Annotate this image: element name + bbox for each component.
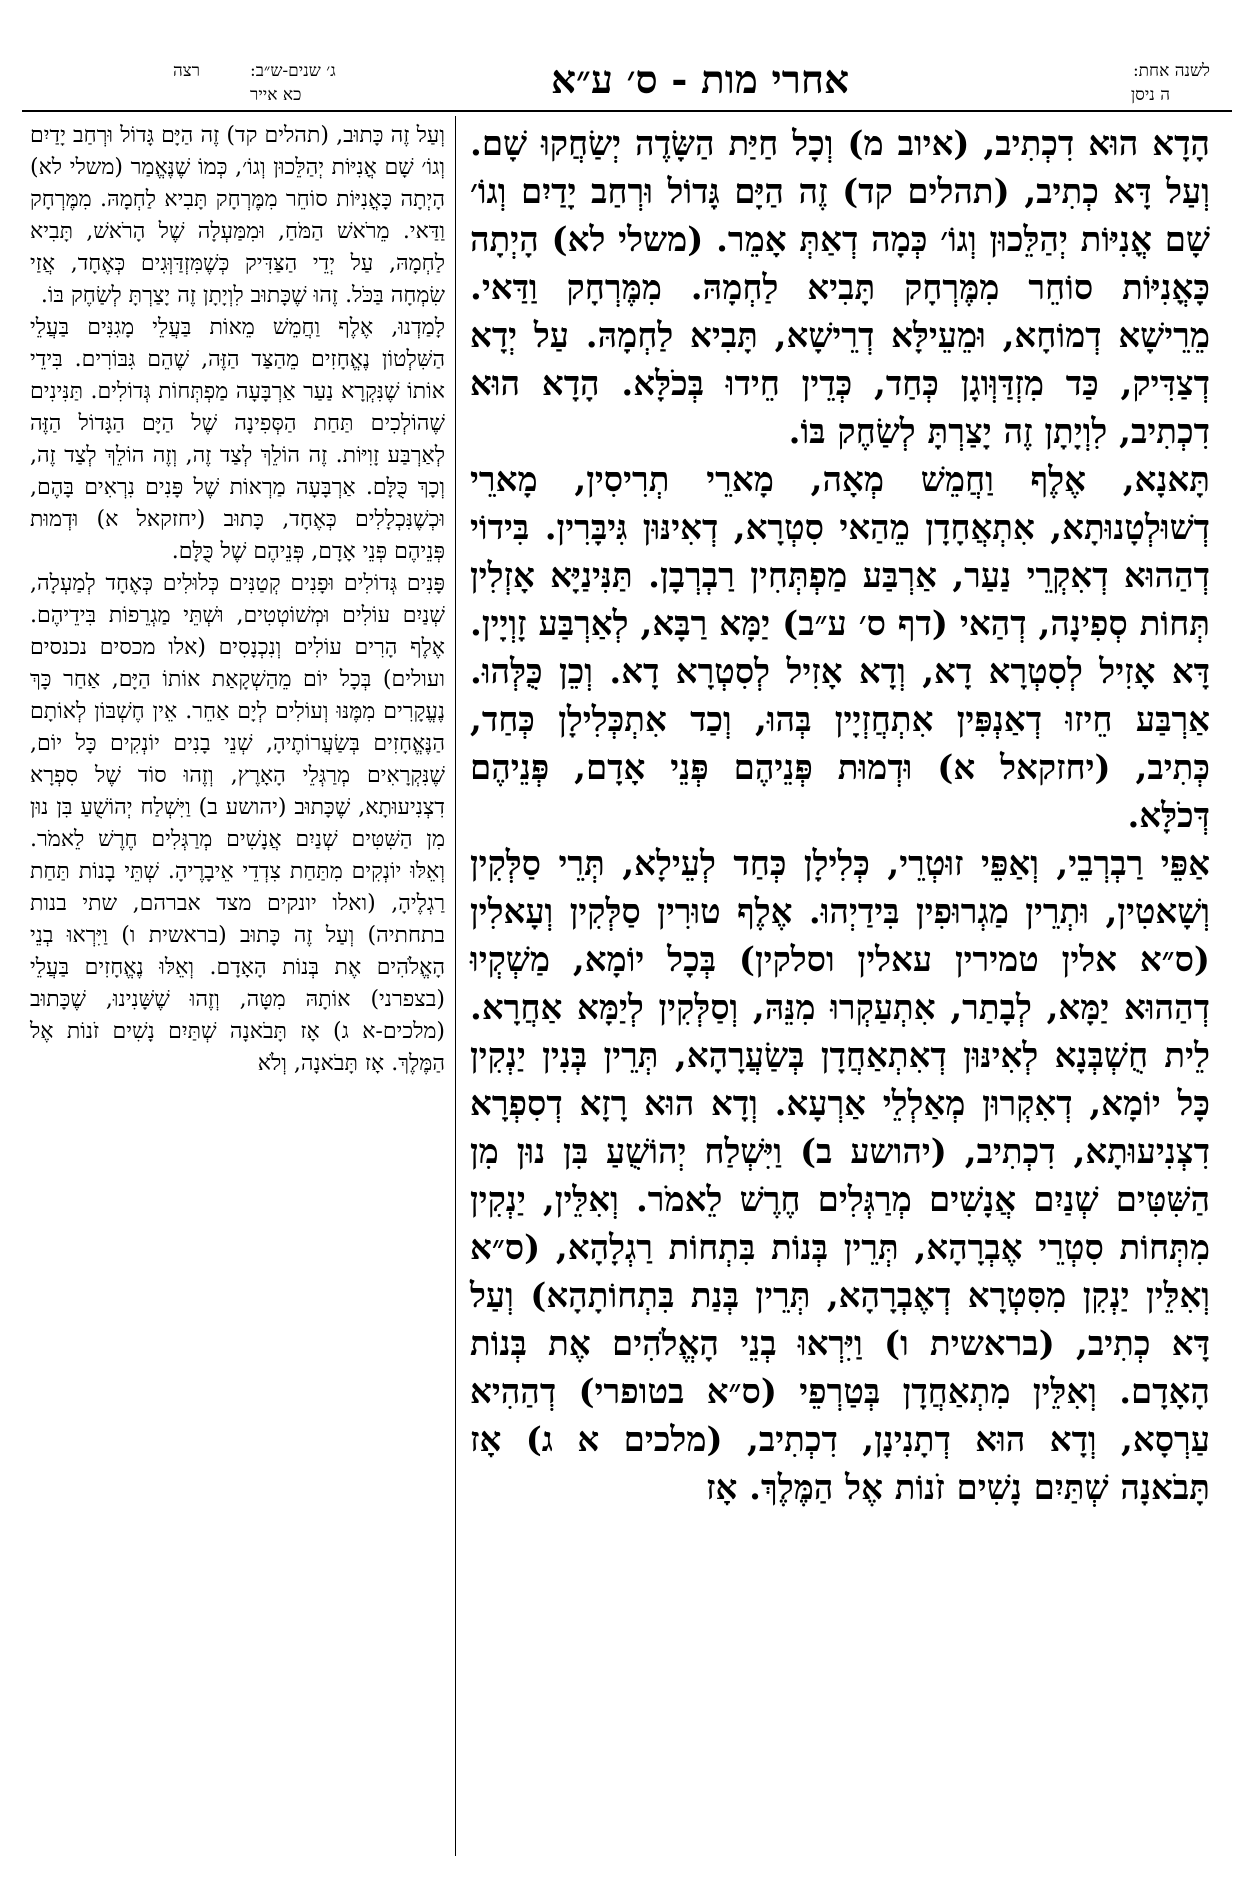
- main-paragraph-2: תָּאנָא, אֶלֶף וַחֲמֵשׁ מְאָה, מָארֵי תְרִיסִין, מָארֵי דְשׁוּלְטָנוּתָא, אִתְאֲחָדָן מֵהַאי סִטְרָא, דְאִינּוּן גִּיבָּרִין. בִּידוֹי דְהַהוּא דְאִקְרֵי נַעַר, אַרְבַּע מַפְתְּחִין רַבְרְבָן. תַּנִּינַיָּא אָזְלִין תְּחוֹת סְפִינָה, דְהַאי (דף ס׳ ע״ב) יַמָּא רַבָּא, לְאַרְבַּע זָוְיָין. דָּא אָזִיל לְסִטְרָא דָא, וְדָא אָזִיל לְסִטְרָא דָא. וְכֵן כֻּלְּהוּ. אַרְבַּע חֵיזוּ דְאַנְפִּין אִתְחֲזְיָין בְּהוּ, וְכַד אִתְכְּלִילָן כְּחַד, כְּתִיב, (יחזקאל א) וּדְמוּת פְּנֵיהֶם פְּנֵי אָדָם, פְּנֵיהֶם דְּכֹלָּא.: [470, 460, 1210, 836]
- translation-paragraph-3: פָּנִים גְּדוֹלִים וּפָנִים קְטַנִּים כְּלוּלִים כְּאֶחָד לְמַעְלָה, שְׁנַיִם עוֹלִים וּמְשׁוֹטְטִים, וּשְׁתֵּי מַגְרֵפוֹת בִּידֵיהֶם. אֶלֶף הָרִים עוֹלִים וְנִכְנָסִים (אלו מכסים נכנסים ועולים) בְּכָל יוֹם מֵהַשְׁקָאַת אוֹתוֹ הַיָּם, אַחַר כָּךְ נֶעֱקָרִים מִמֶּנּוּ וְעוֹלִים לְיָם אַחֵר. אֵין חֶשְׁבּוֹן לְאוֹתָם הַנֶּאֱחָזִים בְּשַׂעֲרוֹתֶיהָ, שְׁנֵי בָנִים יוֹנְקִים כָּל יוֹם, שֶׁנִּקְרָאִים מְרַגְּלֵי הָאָרֶץ, וְזֶהוּ סוֹד שֶׁל סִפְרָא דִצְנִיעוּתָא, שֶׁכָּתוּב (יהושע ב) וַיִּשְׁלַח יְהוֹשֻׁעַ בִּן נוּן מִן הַשִּׁטִּים שְׁנַיִם אֲנָשִׁים מְרַגְּלִים חֶרֶשׁ לֵאמֹר. וְאֵלּוּ יוֹנְקִים מִתַּחַת צִדְדֵי אֵיבָרֶיהָ. שְׁתֵּי בָנוֹת תַּחַת רַגְלֶיהָ, (ואלו יונקים מצד אברהם, שתי בנות בתחתיה) וְעַל זֶה כָּתוּב (בראשית ו) וַיִּרְאוּ בְנֵי הָאֱלֹהִים אֶת בְּנוֹת הָאָדָם. וְאֵלּוּ נֶאֱחָזִים בַּעֲלֵי (בצפרני) אוֹתָהּ מִטָּה, וְזֶהוּ שֶׁשָּׁנִינוּ, שֶׁכָּתוּב (מלכים-א ג) אָז תָּבֹאנָה שְׁתַּיִם נָשִׁים זֹנוֹת אֶל הַמֶּלֶךְ. אָז תָּבֹאנָה, וְלֹא: [30, 571, 445, 1076]
- header-schedule-right: [990, 59, 1210, 107]
- page-title: אחרי מות - ס׳ ע״א: [550, 57, 849, 103]
- translation-paragraph-2: לָמַדְנוּ, אֶלֶף וַחֲמֵשׁ מֵאוֹת בַּעֲלֵי מָגִנִּים בַּעֲלֵי הַשִּׁלְטוֹן נֶאֱחָזִים מֵהַצַּד הַזֶּה, שֶׁהֵם גִּבּוֹרִים. בִּידֵי אוֹתוֹ שֶׁנִּקְרָא נַעַר אַרְבָּעָה מַפְתְּחוֹת גְּדוֹלִים. תַּנִּינִים שֶׁהוֹלְכִים תַּחַת הַסְּפִינָה שֶׁל הַיָּם הַגָּדוֹל הַזֶּה לְאַרְבַּע זָוִיּוֹת. זֶה הוֹלֵךְ לְצַד זֶה, וְזֶה הוֹלֵךְ לְצַד זֶה, וְכָךְ כֻּלָּם. אַרְבָּעָה מַרְאוֹת שֶׁל פָּנִים נִרְאִים בָּהֶם, וּכְשֶׁנִּכְלָלִים כְּאֶחָד, כָּתוּב (יחזקאל א) וּדְמוּת פְּנֵיהֶם פְּנֵי אָדָם, פְּנֵיהֶם שֶׁל כֻּלָּם.: [30, 315, 445, 564]
- main-paragraph-1: הָדָא הוּא דִכְתִיב, (איוב מ) וְכָל חַיַּת הַשָּׂדֶה יְשַׂחֲקוּ שָׁם. וְעַל דָּא כְתִיב, (תהלים קד) זֶה הַיָּם גָּדוֹל וּרְחַב יָדַיִם וְגוֹ׳ שָׁם אֳנִיּוֹת יְהַלֵּכוּן וְגוֹ׳ כְּמָה דְאַתְּ אָמֵר. (משלי לא) הָיְתָה כָּאֳנִיּוֹת סוֹחֵר מִמֶּרְחָק תָּבִיא לַחְמָהּ. מִמֶּרְחָק וַדַּאי. מֵרֵישָׁא דְמוֹחָא, וּמֵעֵילָּא דְרֵישָׁא, תָּבִיא לַחְמָהּ. עַל יְדָא דְצַדִּיק, כַּד מִזְדַּוְּוגָן כְּחַד, כְּדֵין חֵידוּ בְּכֹלָּא. הָדָא הוּא דִכְתִיב, לִוְיָתָן זֶה יָצַרְתָּ לְשַׂחֶק בּוֹ.: [470, 124, 1210, 452]
- schedule-right-line2: ה ניסן: [1130, 85, 1170, 105]
- translation-column: [30, 120, 445, 1080]
- page-header: [0, 55, 1253, 115]
- main-paragraph-3: אַפֵּי רַבְרְבֵי, וְאַפֵּי זוּטְרֵי, כְּלִילָן כְּחַד לְעֵילָא, תְּרֵי סַלְּקִין וְשָׁאטִין, וּתְרֵין מַגְרוּפִין בִּידַיְהוּ. אֶלֶף טוּרִין סַלְּקִין וְעָאלִין (ס״א אלין טמירין עאלין וסלקין) בְּכָל יוֹמָא, מַשְׁקְיוּ דְהַהוּא יַמָּא, לְבָתַר, אִתְעַקְרוּ מִנֵּהּ, וְסַלְּקִין לְיַמָּא אַחֲרָא. לֵית חֻשְׁבְּנָא לְאִינּוּן דְאִתְאַחֲדָן בְּשַׂעֲרָהָא, תְּרֵין בְּנִין יַנְקִין כָּל יוֹמָא, דְאִקְרוּן מְאַלְלֵי אַרְעָא. וְדָא הוּא רָזָא דְסִפְרָא דִצְנִיעוּתָא, דִכְתִיב, (יהושע ב) וַיִּשְׁלַח יְהוֹשֻׁעַ בִּן נוּן מִן הַשִּׁטִּים שְׁנַיִם אֲנָשִׁים מְרַגְּלִים חֶרֶשׁ לֵאמֹר. וְאִלֵּין, יַנְקִין מִתְּחוֹת סִטְרֵי אֶבְרָהָא, תְּרֵין בְּנוֹת בִּתְחוֹת רַגְלָהָא, (ס״א וְאִלֵּין יַנְקִן מִסִּטְרָא דְאֶבְרָהָא, תְּרֵין בְּנַת בִּתְחוֹתָהָא) וְעַל דָּא כְתִיב, (בראשית ו) וַיִּרְאוּ בְנֵי הָאֱלֹהִים אֶת בְּנוֹת הָאָדָם. וְאִלֵּין מִתְאַחֲדָן בְּטַרְפֵי (ס״א בטופרי) דְהַהִיא עַרְסָא, וְדָא הוּא דְתָנִינָן, דִכְתִיב, (מלכים א ג) אָז תָּבֹאנָה שְׁתַּיִם נָשִׁים זֹנוֹת אֶל הַמֶּלֶךְ. אָז: [470, 844, 1210, 1508]
- column-divider: [455, 116, 456, 1856]
- header-rule: [22, 110, 1232, 112]
- schedule-left-line1: ג׳ שנים-ש״ב:: [250, 61, 336, 81]
- schedule-left-line2: כא אייר: [250, 85, 302, 105]
- header-page-number-block: [30, 59, 200, 83]
- schedule-right-line1: לשנה אחת:: [1132, 61, 1210, 81]
- main-text-column: [470, 120, 1210, 1512]
- translation-paragraph-1: וְעַל זֶה כָּתוּב, (תהלים קד) זֶה הַיָּם גָּדוֹל וּרְחַב יָדַיִם וְגוֹ׳ שָׁם אֳנִיּוֹת יְהַלֵּכוּן וְגוֹ׳, כְּמוֹ שֶׁנֶּאֱמַר (משלי לא) הָיְתָה כָּאֳנִיּוֹת סוֹחֵר מִמֶּרְחָק תָּבִיא לַחְמָהּ. מִמֶּרְחָק וַדַּאי. מֵרֹאשׁ הַמֹּחַ, וּמִמַּעְלָה שֶׁל הָרֹאשׁ, תָּבִיא לַחְמָהּ, עַל יְדֵי הַצַּדִּיק כְּשֶׁמִּזְדַּוְּגִים כְּאֶחָד, אֲזַי שִׂמְחָה בַּכֹּל. זֶהוּ שֶׁכָּתוּב לִוְיָתָן זֶה יָצַרְתָּ לְשַׂחֶק בּוֹ.: [30, 123, 445, 308]
- page-number: רצה: [172, 61, 200, 81]
